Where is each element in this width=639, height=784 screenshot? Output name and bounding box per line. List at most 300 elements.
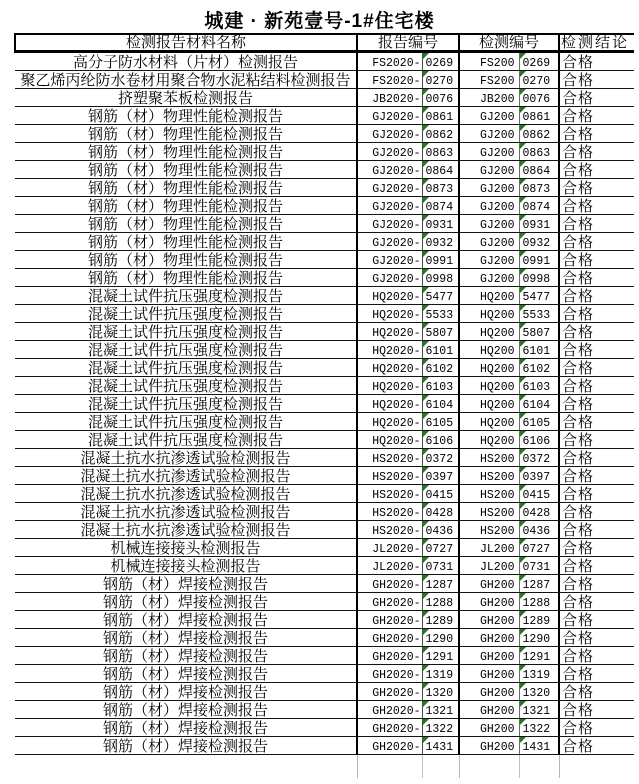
report-number-cell[interactable]: 0998 [422, 269, 459, 287]
cell-error-indicator-icon [520, 539, 526, 545]
material-name-cell[interactable]: 钢筋（材）焊接检测报告 [15, 701, 357, 719]
header-test-number[interactable]: 检测编号 [459, 34, 559, 52]
empty-cell [559, 755, 634, 779]
report-number-prefix-cell[interactable]: GH2020- [357, 593, 422, 611]
test-number-prefix-cell[interactable]: HQ200 [459, 341, 519, 359]
report-number-prefix-cell[interactable]: FS2020- [357, 52, 422, 71]
cell-error-indicator-icon [423, 557, 429, 563]
material-name-cell[interactable]: 混凝土试件抗压强度检测报告 [15, 287, 357, 305]
conclusion-cell[interactable]: 合格 [559, 701, 634, 719]
material-name-cell[interactable]: 钢筋（材）焊接检测报告 [15, 611, 357, 629]
report-number-cell[interactable]: 0428 [422, 503, 459, 521]
test-number-prefix-cell[interactable]: JB200 [459, 89, 519, 107]
test-number-cell[interactable]: 5533 [519, 305, 559, 323]
conclusion-cell[interactable]: 合格 [559, 89, 634, 107]
test-number-cell[interactable]: 6102 [519, 359, 559, 377]
cell-error-indicator-icon [423, 143, 429, 149]
report-number-prefix-cell[interactable]: HQ2020- [357, 377, 422, 395]
report-number-cell[interactable]: 0864 [422, 161, 459, 179]
page-title: 城建 · 新苑壹号-1#住宅楼 [204, 11, 435, 32]
test-number-cell[interactable]: 0397 [519, 467, 559, 485]
conclusion-cell[interactable]: 合格 [559, 377, 634, 395]
conclusion-cell[interactable]: 合格 [559, 521, 634, 539]
material-name-cell[interactable]: 钢筋（材）物理性能检测报告 [15, 179, 357, 197]
material-name-cell[interactable]: 钢筋（材）物理性能检测报告 [15, 215, 357, 233]
test-number-cell[interactable]: 1322 [519, 719, 559, 737]
material-name-cell[interactable]: 混凝土试件抗压强度检测报告 [15, 359, 357, 377]
test-number-cell[interactable]: 1431 [519, 737, 559, 755]
cell-error-indicator-icon [520, 467, 526, 473]
material-name-cell[interactable]: 钢筋（材）焊接检测报告 [15, 593, 357, 611]
report-number-prefix-cell[interactable]: HQ2020- [357, 431, 422, 449]
test-number-prefix-cell[interactable]: GH200 [459, 647, 519, 665]
material-name-cell[interactable]: 钢筋（材）焊接检测报告 [15, 647, 357, 665]
report-number-cell[interactable]: 1321 [422, 701, 459, 719]
table-row [15, 197, 634, 215]
material-name-cell[interactable]: 机械连接接头检测报告 [15, 557, 357, 575]
material-name-cell[interactable]: 高分子防水材料（片材）检测报告 [15, 52, 357, 71]
table-row [15, 287, 634, 305]
test-number-cell[interactable]: 0270 [519, 71, 559, 89]
test-number-prefix-cell[interactable]: JL200 [459, 557, 519, 575]
material-name-cell[interactable]: 混凝土试件抗压强度检测报告 [15, 323, 357, 341]
material-name-cell[interactable]: 钢筋（材）物理性能检测报告 [15, 125, 357, 143]
cell-error-indicator-icon [423, 395, 429, 401]
test-number-cell[interactable]: 5477 [519, 287, 559, 305]
test-number-cell[interactable]: 0415 [519, 485, 559, 503]
report-number-cell[interactable]: 5807 [422, 323, 459, 341]
cell-error-indicator-icon [423, 215, 429, 221]
empty-cell [459, 755, 519, 779]
report-number-cell[interactable]: 0874 [422, 197, 459, 215]
report-number-cell[interactable]: 6103 [422, 377, 459, 395]
cell-error-indicator-icon [423, 179, 429, 185]
test-number-prefix-cell[interactable]: GH200 [459, 719, 519, 737]
report-number-cell[interactable]: 5533 [422, 305, 459, 323]
conclusion-cell[interactable]: 合格 [559, 107, 634, 125]
test-number-prefix-cell[interactable]: GH200 [459, 629, 519, 647]
report-number-prefix-cell[interactable]: GH2020- [357, 701, 422, 719]
report-number-cell[interactable]: 0269 [422, 52, 459, 71]
test-number-cell[interactable]: 1288 [519, 593, 559, 611]
conclusion-cell[interactable]: 合格 [559, 467, 634, 485]
cell-error-indicator-icon [520, 179, 526, 185]
material-name-cell[interactable]: 钢筋（材）物理性能检测报告 [15, 269, 357, 287]
table-row [15, 413, 634, 431]
report-number-cell[interactable]: 6106 [422, 431, 459, 449]
conclusion-cell[interactable]: 合格 [559, 323, 634, 341]
test-number-prefix-cell[interactable]: HQ200 [459, 377, 519, 395]
cell-error-indicator-icon [520, 575, 526, 581]
test-number-prefix-cell[interactable]: HS200 [459, 467, 519, 485]
report-number-prefix-cell[interactable]: HS2020- [357, 467, 422, 485]
conclusion-cell[interactable]: 合格 [559, 557, 634, 575]
conclusion-cell[interactable]: 合格 [559, 179, 634, 197]
report-number-prefix-cell[interactable]: JL2020- [357, 557, 422, 575]
report-number-prefix-cell[interactable]: HS2020- [357, 485, 422, 503]
report-number-cell[interactable]: 5477 [422, 287, 459, 305]
table-row [15, 377, 634, 395]
test-number-prefix-cell[interactable]: GJ200 [459, 251, 519, 269]
table-row [15, 629, 634, 647]
test-number-cell[interactable]: 1290 [519, 629, 559, 647]
report-number-prefix-cell[interactable]: HQ2020- [357, 413, 422, 431]
report-number-prefix-cell[interactable]: GJ2020- [357, 269, 422, 287]
report-number-prefix-cell[interactable]: GH2020- [357, 575, 422, 593]
report-number-prefix-cell[interactable]: GH2020- [357, 629, 422, 647]
test-number-cell[interactable]: 0932 [519, 233, 559, 251]
cell-error-indicator-icon [423, 89, 429, 95]
test-number-prefix-cell[interactable]: GJ200 [459, 179, 519, 197]
material-name-cell[interactable]: 钢筋（材）物理性能检测报告 [15, 107, 357, 125]
test-number-prefix-cell[interactable]: GJ200 [459, 161, 519, 179]
table-row [15, 323, 634, 341]
report-number-cell[interactable]: 0436 [422, 521, 459, 539]
conclusion-cell[interactable]: 合格 [559, 665, 634, 683]
conclusion-cell[interactable]: 合格 [559, 413, 634, 431]
report-number-cell[interactable]: 0727 [422, 539, 459, 557]
table-row [15, 485, 634, 503]
report-number-cell[interactable]: 6102 [422, 359, 459, 377]
test-number-cell[interactable]: 6103 [519, 377, 559, 395]
material-name-cell[interactable]: 挤塑聚苯板检测报告 [15, 89, 357, 107]
cell-error-indicator-icon [520, 215, 526, 221]
report-number-prefix-cell[interactable]: GJ2020- [357, 161, 422, 179]
conclusion-cell[interactable]: 合格 [559, 683, 634, 701]
cell-error-indicator-icon [423, 719, 429, 725]
report-number-cell[interactable]: 0397 [422, 467, 459, 485]
material-name-cell[interactable]: 混凝土抗水抗渗透试验检测报告 [15, 485, 357, 503]
table-row [15, 52, 634, 71]
test-number-cell[interactable]: 0863 [519, 143, 559, 161]
conclusion-cell[interactable]: 合格 [559, 215, 634, 233]
test-number-prefix-cell[interactable]: HQ200 [459, 359, 519, 377]
test-number-prefix-cell[interactable]: GH200 [459, 593, 519, 611]
conclusion-cell[interactable]: 合格 [559, 161, 634, 179]
test-number-cell[interactable]: 0874 [519, 197, 559, 215]
conclusion-cell[interactable]: 合格 [559, 395, 634, 413]
report-number-prefix-cell[interactable]: GJ2020- [357, 125, 422, 143]
material-name-cell[interactable]: 混凝土抗水抗渗透试验检测报告 [15, 521, 357, 539]
table-row [15, 179, 634, 197]
conclusion-cell[interactable]: 合格 [559, 305, 634, 323]
report-number-cell[interactable]: 1431 [422, 737, 459, 755]
cell-error-indicator-icon [520, 359, 526, 365]
report-number-cell[interactable]: 0372 [422, 449, 459, 467]
conclusion-cell[interactable]: 合格 [559, 359, 634, 377]
conclusion-cell[interactable]: 合格 [559, 431, 634, 449]
report-number-prefix-cell[interactable]: JL2020- [357, 539, 422, 557]
report-number-cell[interactable]: 1319 [422, 665, 459, 683]
material-name-cell[interactable]: 钢筋（材）物理性能检测报告 [15, 251, 357, 269]
test-number-cell[interactable]: 0076 [519, 89, 559, 107]
header-conclusion[interactable]: 检测结论 [559, 34, 634, 52]
report-number-prefix-cell[interactable]: HQ2020- [357, 287, 422, 305]
conclusion-cell[interactable]: 合格 [559, 629, 634, 647]
test-number-prefix-cell[interactable]: HQ200 [459, 431, 519, 449]
material-name-cell[interactable]: 机械连接接头检测报告 [15, 539, 357, 557]
material-name-cell[interactable]: 混凝土试件抗压强度检测报告 [15, 305, 357, 323]
cell-error-indicator-icon [520, 665, 526, 671]
report-number-cell[interactable]: 1288 [422, 593, 459, 611]
table-row [15, 467, 634, 485]
material-name-cell[interactable]: 混凝土试件抗压强度检测报告 [15, 395, 357, 413]
material-name-cell[interactable]: 钢筋（材）焊接检测报告 [15, 683, 357, 701]
table-row [15, 701, 634, 719]
test-number-cell[interactable]: 0864 [519, 161, 559, 179]
test-number-prefix-cell[interactable]: HS200 [459, 449, 519, 467]
table-row [15, 395, 634, 413]
test-number-prefix-cell[interactable]: GJ200 [459, 215, 519, 233]
table-row [15, 233, 634, 251]
material-name-cell[interactable]: 混凝土抗水抗渗透试验检测报告 [15, 467, 357, 485]
test-number-cell[interactable]: 0436 [519, 521, 559, 539]
test-number-prefix-cell[interactable]: FS200 [459, 52, 519, 71]
test-number-prefix-cell[interactable]: GJ200 [459, 233, 519, 251]
test-number-prefix-cell[interactable]: GJ200 [459, 269, 519, 287]
conclusion-cell[interactable]: 合格 [559, 719, 634, 737]
conclusion-cell[interactable]: 合格 [559, 485, 634, 503]
conclusion-cell[interactable]: 合格 [559, 449, 634, 467]
material-name-cell[interactable]: 混凝土试件抗压强度检测报告 [15, 341, 357, 359]
test-number-cell[interactable]: 0991 [519, 251, 559, 269]
cell-error-indicator-icon [520, 431, 526, 437]
conclusion-cell[interactable]: 合格 [559, 737, 634, 755]
report-number-cell[interactable]: 0076 [422, 89, 459, 107]
material-name-cell[interactable]: 混凝土抗水抗渗透试验检测报告 [15, 449, 357, 467]
conclusion-cell[interactable]: 合格 [559, 233, 634, 251]
report-number-prefix-cell[interactable]: GJ2020- [357, 233, 422, 251]
table-row [15, 269, 634, 287]
conclusion-cell[interactable]: 合格 [559, 575, 634, 593]
report-number-cell[interactable]: 1320 [422, 683, 459, 701]
test-number-cell[interactable]: 1289 [519, 611, 559, 629]
test-number-cell[interactable]: 1319 [519, 665, 559, 683]
test-number-cell[interactable]: 0428 [519, 503, 559, 521]
test-number-prefix-cell[interactable]: GJ200 [459, 143, 519, 161]
report-number-prefix-cell[interactable]: HS2020- [357, 521, 422, 539]
cell-error-indicator-icon [423, 647, 429, 653]
empty-cell [519, 755, 559, 779]
report-number-prefix-cell[interactable]: GJ2020- [357, 215, 422, 233]
test-number-prefix-cell[interactable]: GH200 [459, 575, 519, 593]
report-number-cell[interactable]: 0873 [422, 179, 459, 197]
cell-error-indicator-icon [423, 449, 429, 455]
test-number-cell[interactable]: 1287 [519, 575, 559, 593]
test-number-prefix-cell[interactable]: HQ200 [459, 395, 519, 413]
material-name-cell[interactable]: 混凝土试件抗压强度检测报告 [15, 431, 357, 449]
report-number-cell[interactable]: 1322 [422, 719, 459, 737]
test-number-cell[interactable]: 5807 [519, 323, 559, 341]
report-number-prefix-cell[interactable]: FS2020- [357, 71, 422, 89]
test-number-cell[interactable]: 6105 [519, 413, 559, 431]
report-number-cell[interactable]: 0931 [422, 215, 459, 233]
material-name-cell[interactable]: 钢筋（材）物理性能检测报告 [15, 143, 357, 161]
report-number-cell[interactable]: 6105 [422, 413, 459, 431]
cell-error-indicator-icon [520, 593, 526, 599]
report-number-prefix-cell[interactable]: HQ2020- [357, 323, 422, 341]
report-number-prefix-cell[interactable]: GH2020- [357, 683, 422, 701]
cell-error-indicator-icon [520, 107, 526, 113]
material-name-cell[interactable]: 混凝土试件抗压强度检测报告 [15, 377, 357, 395]
material-name-cell[interactable]: 钢筋（材）焊接检测报告 [15, 665, 357, 683]
test-number-prefix-cell[interactable]: GJ200 [459, 107, 519, 125]
report-number-cell[interactable]: 0415 [422, 485, 459, 503]
test-number-prefix-cell[interactable]: GH200 [459, 737, 519, 755]
partial-empty-row [15, 755, 634, 779]
report-number-prefix-cell[interactable]: HQ2020- [357, 395, 422, 413]
header-report-number[interactable]: 报告编号 [357, 34, 459, 52]
conclusion-cell[interactable]: 合格 [559, 251, 634, 269]
test-number-prefix-cell[interactable]: HQ200 [459, 305, 519, 323]
conclusion-cell[interactable]: 合格 [559, 503, 634, 521]
cell-error-indicator-icon [520, 503, 526, 509]
test-number-prefix-cell[interactable]: HQ200 [459, 323, 519, 341]
conclusion-cell[interactable]: 合格 [559, 269, 634, 287]
conclusion-cell[interactable]: 合格 [559, 143, 634, 161]
cell-error-indicator-icon [520, 521, 526, 527]
report-number-cell[interactable]: 1287 [422, 575, 459, 593]
cell-error-indicator-icon [520, 629, 526, 635]
header-material-name[interactable]: 检测报告材料名称 [15, 34, 357, 52]
test-number-cell[interactable]: 0873 [519, 179, 559, 197]
report-number-cell[interactable]: 0932 [422, 233, 459, 251]
test-number-prefix-cell[interactable]: HQ200 [459, 287, 519, 305]
test-number-prefix-cell[interactable]: GJ200 [459, 197, 519, 215]
material-name-cell[interactable]: 钢筋（材）物理性能检测报告 [15, 197, 357, 215]
cell-error-indicator-icon [423, 161, 429, 167]
report-number-prefix-cell[interactable]: HQ2020- [357, 359, 422, 377]
test-number-prefix-cell[interactable]: HS200 [459, 485, 519, 503]
cell-error-indicator-icon [423, 629, 429, 635]
report-number-cell[interactable]: 0991 [422, 251, 459, 269]
report-number-cell[interactable]: 1289 [422, 611, 459, 629]
test-number-prefix-cell[interactable]: FS200 [459, 71, 519, 89]
conclusion-cell[interactable]: 合格 [559, 197, 634, 215]
report-number-prefix-cell[interactable]: GH2020- [357, 647, 422, 665]
conclusion-cell[interactable]: 合格 [559, 611, 634, 629]
report-number-cell[interactable]: 0862 [422, 125, 459, 143]
report-number-cell[interactable]: 6101 [422, 341, 459, 359]
report-number-prefix-cell[interactable]: GJ2020- [357, 179, 422, 197]
conclusion-cell[interactable]: 合格 [559, 71, 634, 89]
conclusion-cell[interactable]: 合格 [559, 341, 634, 359]
test-number-cell[interactable]: 6106 [519, 431, 559, 449]
table-row [15, 305, 634, 323]
report-number-prefix-cell[interactable]: GJ2020- [357, 197, 422, 215]
report-number-cell[interactable]: 0861 [422, 107, 459, 125]
material-name-cell[interactable]: 钢筋（材）焊接检测报告 [15, 575, 357, 593]
cell-error-indicator-icon [423, 341, 429, 347]
material-name-cell[interactable]: 混凝土抗水抗渗透试验检测报告 [15, 503, 357, 521]
cell-error-indicator-icon [520, 413, 526, 419]
test-number-cell[interactable]: 0372 [519, 449, 559, 467]
report-number-prefix-cell[interactable]: GJ2020- [357, 143, 422, 161]
cell-error-indicator-icon [520, 737, 526, 743]
material-name-cell[interactable]: 钢筋（材）焊接检测报告 [15, 629, 357, 647]
test-number-prefix-cell[interactable]: HQ200 [459, 413, 519, 431]
cell-error-indicator-icon [423, 53, 429, 59]
test-number-cell[interactable]: 0998 [519, 269, 559, 287]
report-number-prefix-cell[interactable]: HQ2020- [357, 305, 422, 323]
test-number-cell[interactable]: 6101 [519, 341, 559, 359]
cell-error-indicator-icon [520, 287, 526, 293]
test-number-prefix-cell[interactable]: JL200 [459, 539, 519, 557]
report-number-prefix-cell[interactable]: GJ2020- [357, 251, 422, 269]
test-number-prefix-cell[interactable]: HS200 [459, 521, 519, 539]
test-number-prefix-cell[interactable]: GH200 [459, 683, 519, 701]
material-name-cell[interactable]: 聚乙烯丙纶防水卷材用聚合物水泥粘结料检测报告 [15, 71, 357, 89]
report-number-prefix-cell[interactable]: GH2020- [357, 665, 422, 683]
test-number-cell[interactable]: 0862 [519, 125, 559, 143]
conclusion-cell[interactable]: 合格 [559, 593, 634, 611]
cell-error-indicator-icon [423, 197, 429, 203]
report-number-prefix-cell[interactable]: HS2020- [357, 503, 422, 521]
table-row [15, 737, 634, 755]
table-row [15, 683, 634, 701]
test-number-prefix-cell[interactable]: GH200 [459, 665, 519, 683]
test-number-prefix-cell[interactable]: GH200 [459, 701, 519, 719]
test-number-cell[interactable]: 1291 [519, 647, 559, 665]
report-number-prefix-cell[interactable]: GH2020- [357, 737, 422, 755]
test-number-cell[interactable]: 1320 [519, 683, 559, 701]
test-number-cell[interactable]: 0931 [519, 215, 559, 233]
cell-error-indicator-icon [423, 701, 429, 707]
test-number-prefix-cell[interactable]: HS200 [459, 503, 519, 521]
test-number-cell[interactable]: 0861 [519, 107, 559, 125]
cell-error-indicator-icon [423, 269, 429, 275]
cell-error-indicator-icon [520, 683, 526, 689]
report-number-prefix-cell[interactable]: GH2020- [357, 719, 422, 737]
report-number-cell[interactable]: 1290 [422, 629, 459, 647]
conclusion-cell[interactable]: 合格 [559, 647, 634, 665]
test-number-cell[interactable]: 6104 [519, 395, 559, 413]
material-name-cell[interactable]: 钢筋（材）物理性能检测报告 [15, 233, 357, 251]
cell-error-indicator-icon [520, 125, 526, 131]
report-number-cell[interactable]: 0731 [422, 557, 459, 575]
report-number-prefix-cell[interactable]: JB2020- [357, 89, 422, 107]
report-number-prefix-cell[interactable]: HS2020- [357, 449, 422, 467]
material-name-cell[interactable]: 钢筋（材）焊接检测报告 [15, 737, 357, 755]
material-name-cell[interactable]: 钢筋（材）焊接检测报告 [15, 719, 357, 737]
cell-error-indicator-icon [520, 305, 526, 311]
conclusion-cell[interactable]: 合格 [559, 52, 634, 71]
table-row [15, 503, 634, 521]
test-number-cell[interactable]: 0269 [519, 52, 559, 71]
cell-error-indicator-icon [423, 125, 429, 131]
test-number-prefix-cell[interactable]: GH200 [459, 611, 519, 629]
conclusion-cell[interactable]: 合格 [559, 287, 634, 305]
test-number-cell[interactable]: 0727 [519, 539, 559, 557]
conclusion-cell[interactable]: 合格 [559, 125, 634, 143]
report-number-prefix-cell[interactable]: GJ2020- [357, 107, 422, 125]
cell-error-indicator-icon [423, 683, 429, 689]
table-row [15, 71, 634, 89]
material-name-cell[interactable]: 混凝土试件抗压强度检测报告 [15, 413, 357, 431]
cell-error-indicator-icon [423, 503, 429, 509]
report-number-prefix-cell[interactable]: GH2020- [357, 611, 422, 629]
report-number-cell[interactable]: 6104 [422, 395, 459, 413]
conclusion-cell[interactable]: 合格 [559, 539, 634, 557]
report-number-cell[interactable]: 0863 [422, 143, 459, 161]
test-number-cell[interactable]: 0731 [519, 557, 559, 575]
test-number-cell[interactable]: 1321 [519, 701, 559, 719]
report-number-cell[interactable]: 0270 [422, 71, 459, 89]
report-number-prefix-cell[interactable]: HQ2020- [357, 341, 422, 359]
material-name-cell[interactable]: 钢筋（材）物理性能检测报告 [15, 161, 357, 179]
test-number-prefix-cell[interactable]: GJ200 [459, 125, 519, 143]
report-number-cell[interactable]: 1291 [422, 647, 459, 665]
